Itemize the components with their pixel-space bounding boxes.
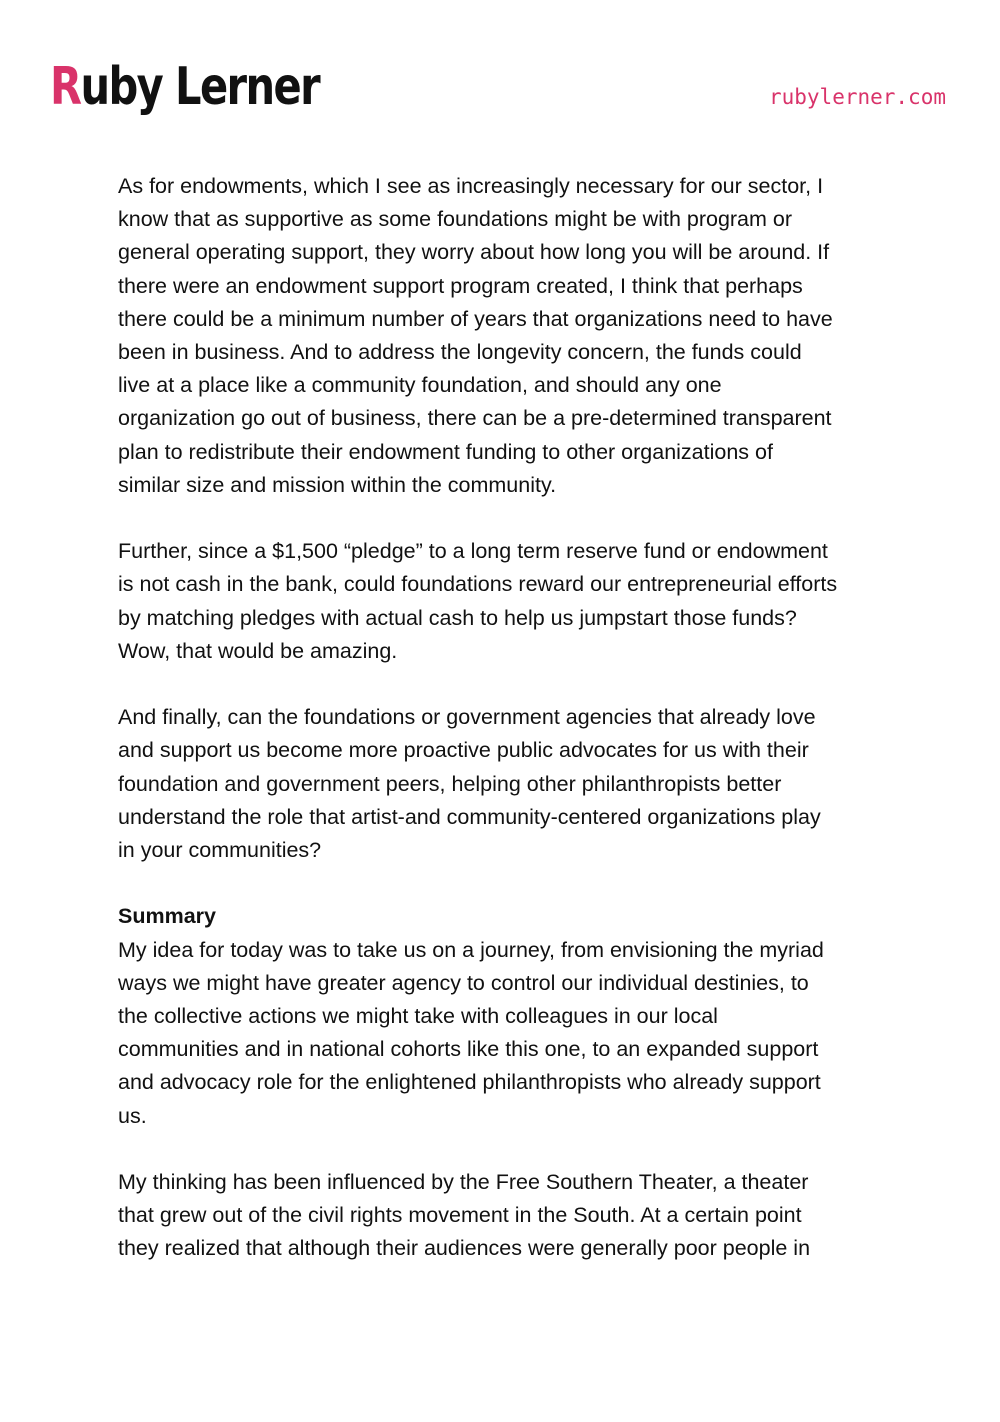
logo-initial: R <box>50 57 81 117</box>
paragraph-free-southern-theater: My thinking has been influenced by the Free Southern Theater, a theater that grew out of the civil rights movement in the South. At a certain point they realized that although their audiences were generally poor people in <box>118 1170 811 1261</box>
site-url[interactable]: rubylerner.com <box>768 85 946 109</box>
paragraph-endowments: As for endowments, which I see as increasingly necessary for our sector, I know that as supportive as some foundations might be with program or general operating support, they worry about how long you will be around. If there were an endowment support program created, I think that perhaps there could be a minimum number of years that organizations need to have been in business. And to address the longevity concern, the funds could live at a place like a community foundation, and should any one organization go out of business, there can be a pre-determined transparent plan to redistribute their endowment funding to other organizations of similar size and mission within the community. <box>118 174 833 497</box>
logo-name: uby Lerner <box>80 57 320 117</box>
summary-heading: Summary <box>118 904 216 929</box>
logo <box>50 52 319 122</box>
page-header <box>0 0 1000 150</box>
paragraph-pledges: Further, since a $1,500 “pledge” to a long term reserve fund or endowment is not cash in the bank, could foundations reward our entrepreneurial efforts by matching pledges with actual cash to help us jumpstart those funds? Wow, that would be amazing. <box>118 539 838 663</box>
document-body <box>118 170 918 1299</box>
paragraph-summary: My idea for today was to take us on a journey, from envisioning the myriad ways we might have greater agency to control our individual destinies, to the collective actions we might take with colleagues in our local communities and in national cohorts like this one, to an expanded support and advocacy role for the enlightened philanthropists who already support us. <box>118 937 824 1128</box>
paragraph-advocacy: And finally, can the foundations or government agencies that already love and support us become more proactive public advocates for us with their foundation and government peers, helping other philanthropists better understand the role that artist-and community-centered organizations play in your communities? <box>118 705 821 863</box>
